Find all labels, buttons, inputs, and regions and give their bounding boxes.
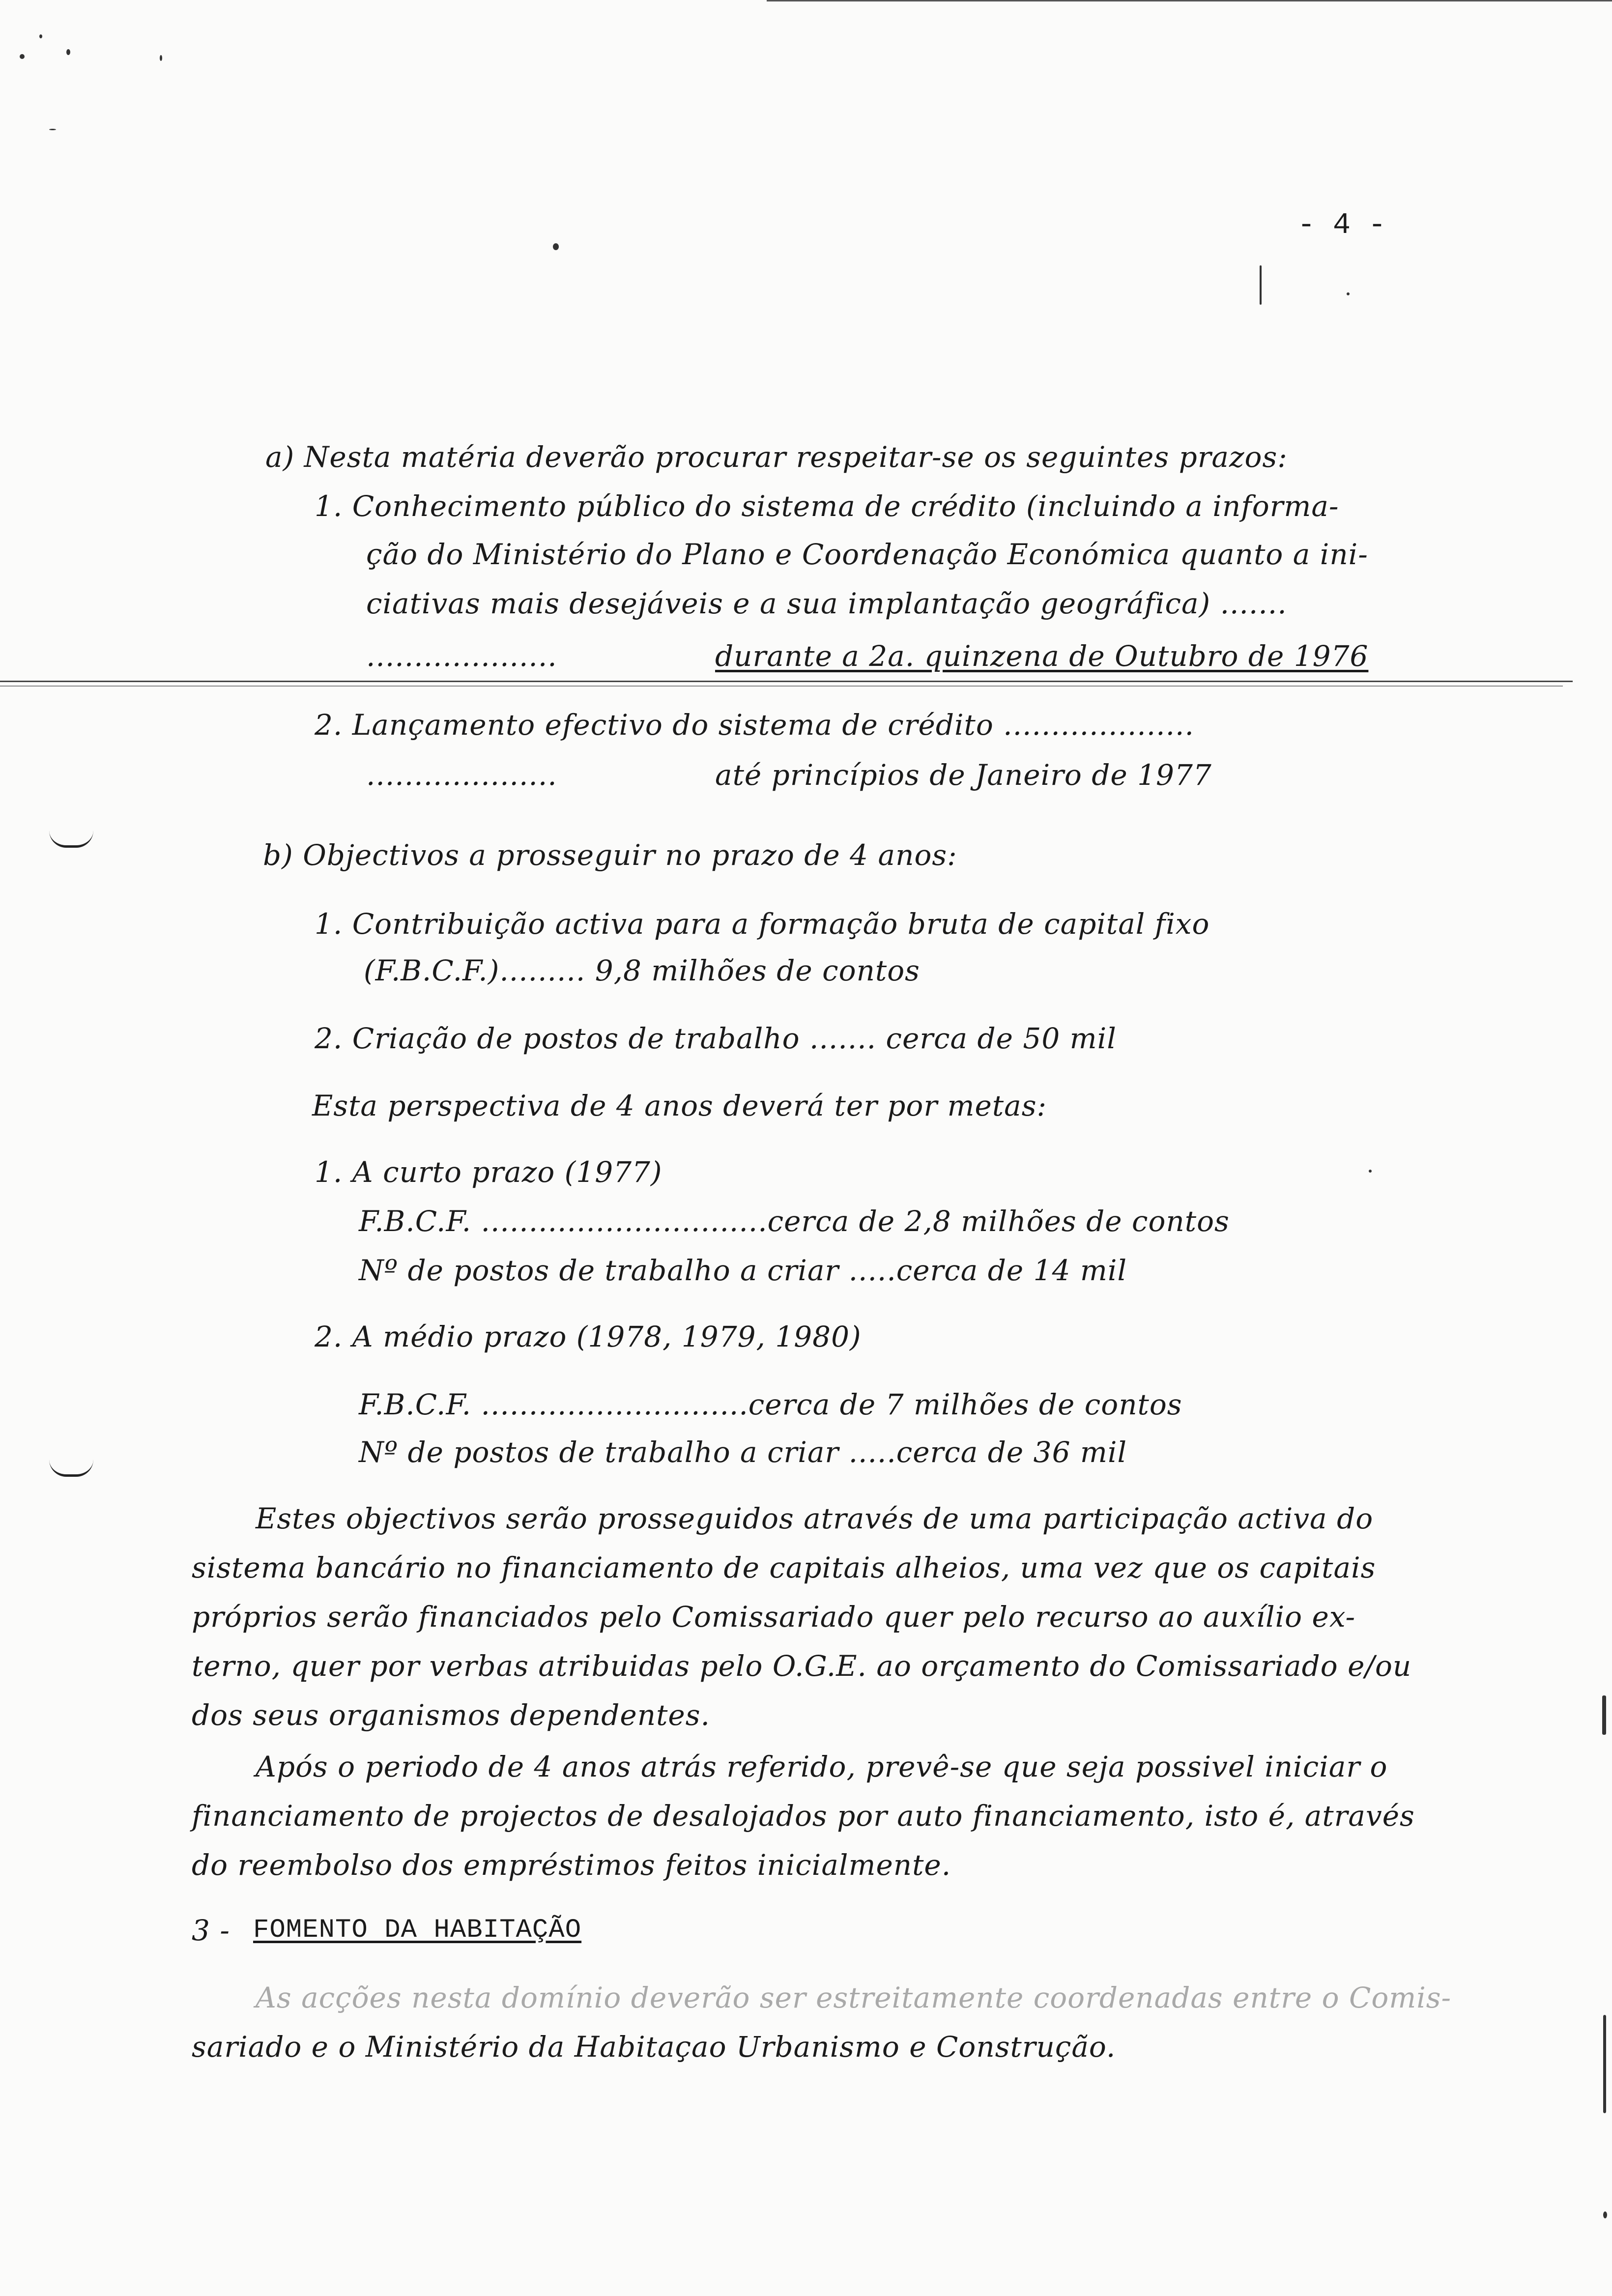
- section3-line1: As acções nesta domínio deverão ser estreitamente coordenadas entre o Comis-: [256, 1981, 1452, 2014]
- section-a-title: a) Nesta matéria deverão procurar respeitar-se os seguintes prazos:: [265, 440, 1288, 474]
- speck: [49, 129, 56, 130]
- section-a-item1-line3: ciativas mais desejáveis e a sua implantação geográfica) .......: [366, 587, 1287, 620]
- section-b-item1-line1: 1. Contribuição activa para a formação bruta de capital fixo: [315, 907, 1210, 941]
- speck: [39, 34, 42, 38]
- medium-term-fbcf: F.B.C.F. ............................cerca de 7 milhões de contos: [359, 1388, 1182, 1421]
- paragraph1-line3: próprios serão financiados pelo Comissariado quer pelo recurso ao auxílio ex-: [192, 1600, 1356, 1634]
- speck: [553, 243, 559, 250]
- section3-line2: sariado e o Ministério da Habitaçao Urbanismo e Construção.: [192, 2030, 1116, 2064]
- section-b-item2: 2. Criação de postos de trabalho ....... cerca de 50 mil: [315, 1022, 1117, 1055]
- paragraph1-line4: terno, quer por verbas atribuidas pelo O.G.E. ao orçamento do Comissariado e/ou: [192, 1649, 1412, 1683]
- paragraph1-line1: Estes objectivos serão prosseguidos através de uma participação activa do: [256, 1502, 1374, 1535]
- short-term-fbcf: F.B.C.F. ..............................cerca de 2,8 milhões de contos: [359, 1205, 1230, 1238]
- paragraph1-line2: sistema bancário no financiamento de capitais alheios, uma vez que os capitais: [192, 1551, 1376, 1584]
- section3-heading: FOMENTO DA HABITAÇÃO: [253, 1915, 582, 1945]
- speck: [160, 55, 162, 61]
- paragraph2-line1: Após o periodo de 4 anos atrás referido, prevê-se que seja possivel iniciar o: [256, 1750, 1388, 1783]
- section3-number: 3 -: [192, 1914, 230, 1947]
- section-a-item1-line2: ção do Ministério do Plano e Coordenação Económica quanto a ini-: [366, 538, 1368, 571]
- speck: [1347, 292, 1350, 295]
- section-a-item2-deadline: até princípios de Janeiro de 1977: [715, 758, 1212, 792]
- binder-hole-mark: [49, 1460, 93, 1477]
- scan-line: [0, 681, 1573, 682]
- scan-line: [0, 686, 1563, 687]
- section-b-title: b) Objectivos a prosseguir no prazo de 4 anos:: [263, 838, 957, 872]
- speck: [66, 49, 70, 55]
- short-term-title: 1. A curto prazo (1977): [315, 1155, 662, 1189]
- speck: [1603, 2211, 1607, 2218]
- paragraph2-line3: do reembolso dos empréstimos feitos inicialmente.: [192, 1848, 951, 1882]
- speck: [1260, 265, 1262, 305]
- paragraph1-line5: dos seus organismos dependentes.: [192, 1698, 710, 1732]
- medium-term-title: 2. A médio prazo (1978, 1979, 1980): [315, 1320, 862, 1353]
- section-a-item2-line2-dots: ....................: [366, 758, 557, 792]
- section-a-item1-line1: 1. Conhecimento público do sistema de crédito (incluindo a informa-: [315, 489, 1339, 523]
- speck: [20, 54, 25, 59]
- paragraph2-line2: financiamento de projectos de desalojados por auto financiamento, isto é, através: [192, 1799, 1415, 1833]
- top-edge-line: [767, 0, 1612, 1]
- section-b-perspective: Esta perspectiva de 4 anos deverá ter por metas:: [312, 1089, 1047, 1122]
- medium-term-jobs: Nº de postos de trabalho a criar .....cerca de 36 mil: [359, 1435, 1127, 1469]
- section-a-item1-line4-dots: ....................: [366, 639, 557, 673]
- section-b-item1-line2: (F.B.C.F.)......... 9,8 milhões de contos: [364, 954, 920, 987]
- speck: [1603, 2015, 1606, 2113]
- speck: [1369, 1170, 1372, 1173]
- section-a-item1-deadline: durante a 2a. quinzena de Outubro de 1976: [715, 639, 1369, 673]
- speck: [1602, 1695, 1606, 1735]
- page-number: - 4 -: [1297, 209, 1386, 242]
- short-term-jobs: Nº de postos de trabalho a criar .....cerca de 14 mil: [359, 1254, 1127, 1287]
- binder-hole-mark: [49, 831, 93, 848]
- section-a-item2-line1: 2. Lançamento efectivo do sistema de crédito ....................: [315, 708, 1194, 742]
